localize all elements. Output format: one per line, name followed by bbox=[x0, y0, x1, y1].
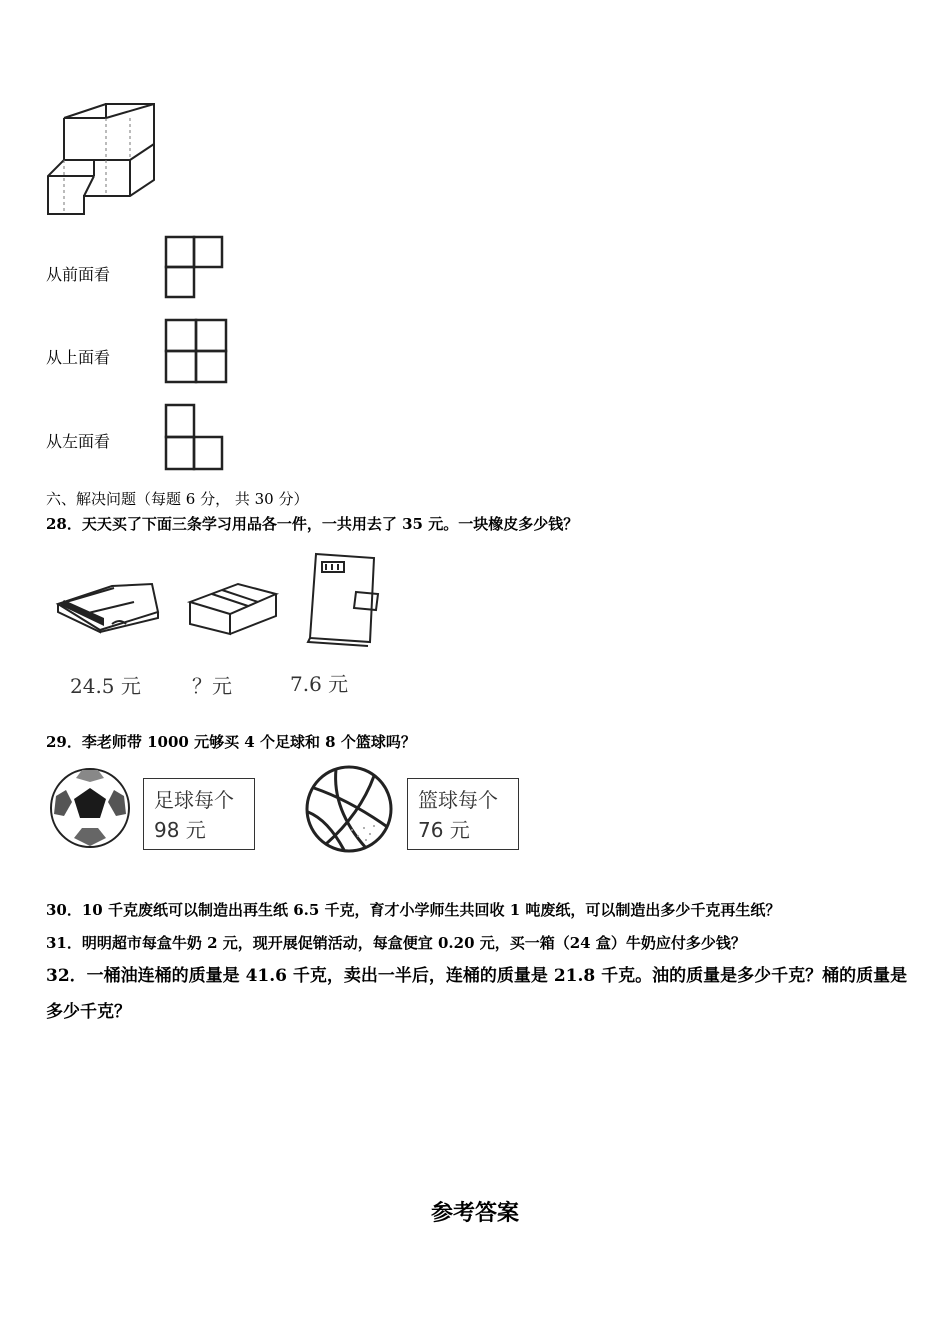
answers-heading: 参考答案 bbox=[430, 1200, 519, 1226]
left-view-grid bbox=[164, 403, 226, 471]
basketball-price-box bbox=[407, 778, 519, 850]
question-32: 32．一桶油连桶的质量是 41.6 千克，卖出一半后，连桶的质量是 21.8 千克。油的质量是多少千克？桶的质量是多少千克？ bbox=[46, 966, 908, 1022]
question-29: 29．李老师带 1000 元够买 4 个足球和 8 个篮球吗？ bbox=[46, 733, 416, 751]
question-31: 31．明明超市每盒牛奶 2 元，现开展促销活动，每盒便宜 0.20 元，买一箱（24 盒）牛奶应付多少钱？ bbox=[46, 934, 746, 952]
wallet-price: 7.6 元 bbox=[290, 672, 349, 696]
basketball-price-line1: 篮球每个 bbox=[418, 788, 498, 812]
pencil-case-icon bbox=[54, 578, 164, 638]
football-price-box bbox=[143, 778, 255, 850]
football-price-line2: 98 元 bbox=[154, 818, 206, 842]
pencil-case-price: 24.5 元 bbox=[70, 674, 141, 698]
top-view-grid bbox=[164, 318, 228, 384]
front-view-label: 从前面看 bbox=[46, 265, 111, 284]
cube-figure bbox=[44, 100, 159, 220]
left-view-label: 从左面看 bbox=[46, 432, 111, 451]
football-icon bbox=[48, 766, 132, 850]
top-view-label: 从上面看 bbox=[46, 348, 111, 367]
eraser-icon bbox=[186, 580, 282, 638]
question-30: 30．10 千克废纸可以制造出再生纸 6.5 千克，育才小学师生共回收 1 吨废纸，可以制造出多少千克再生纸？ bbox=[46, 901, 781, 919]
front-view-grid bbox=[164, 235, 224, 299]
wallet-icon bbox=[304, 550, 380, 646]
basketball-price-line2: 76 元 bbox=[418, 818, 470, 842]
football-price-line1: 足球每个 bbox=[154, 788, 234, 812]
question-28: 28．天天买了下面三条学习用品各一件，一共用去了 35 元。一块橡皮多少钱？ bbox=[46, 515, 579, 533]
section-heading: 六、解决问题（每题 6 分， 共 30 分） bbox=[46, 490, 309, 508]
eraser-price: ？元 bbox=[192, 674, 232, 698]
basketball-icon bbox=[304, 764, 394, 854]
